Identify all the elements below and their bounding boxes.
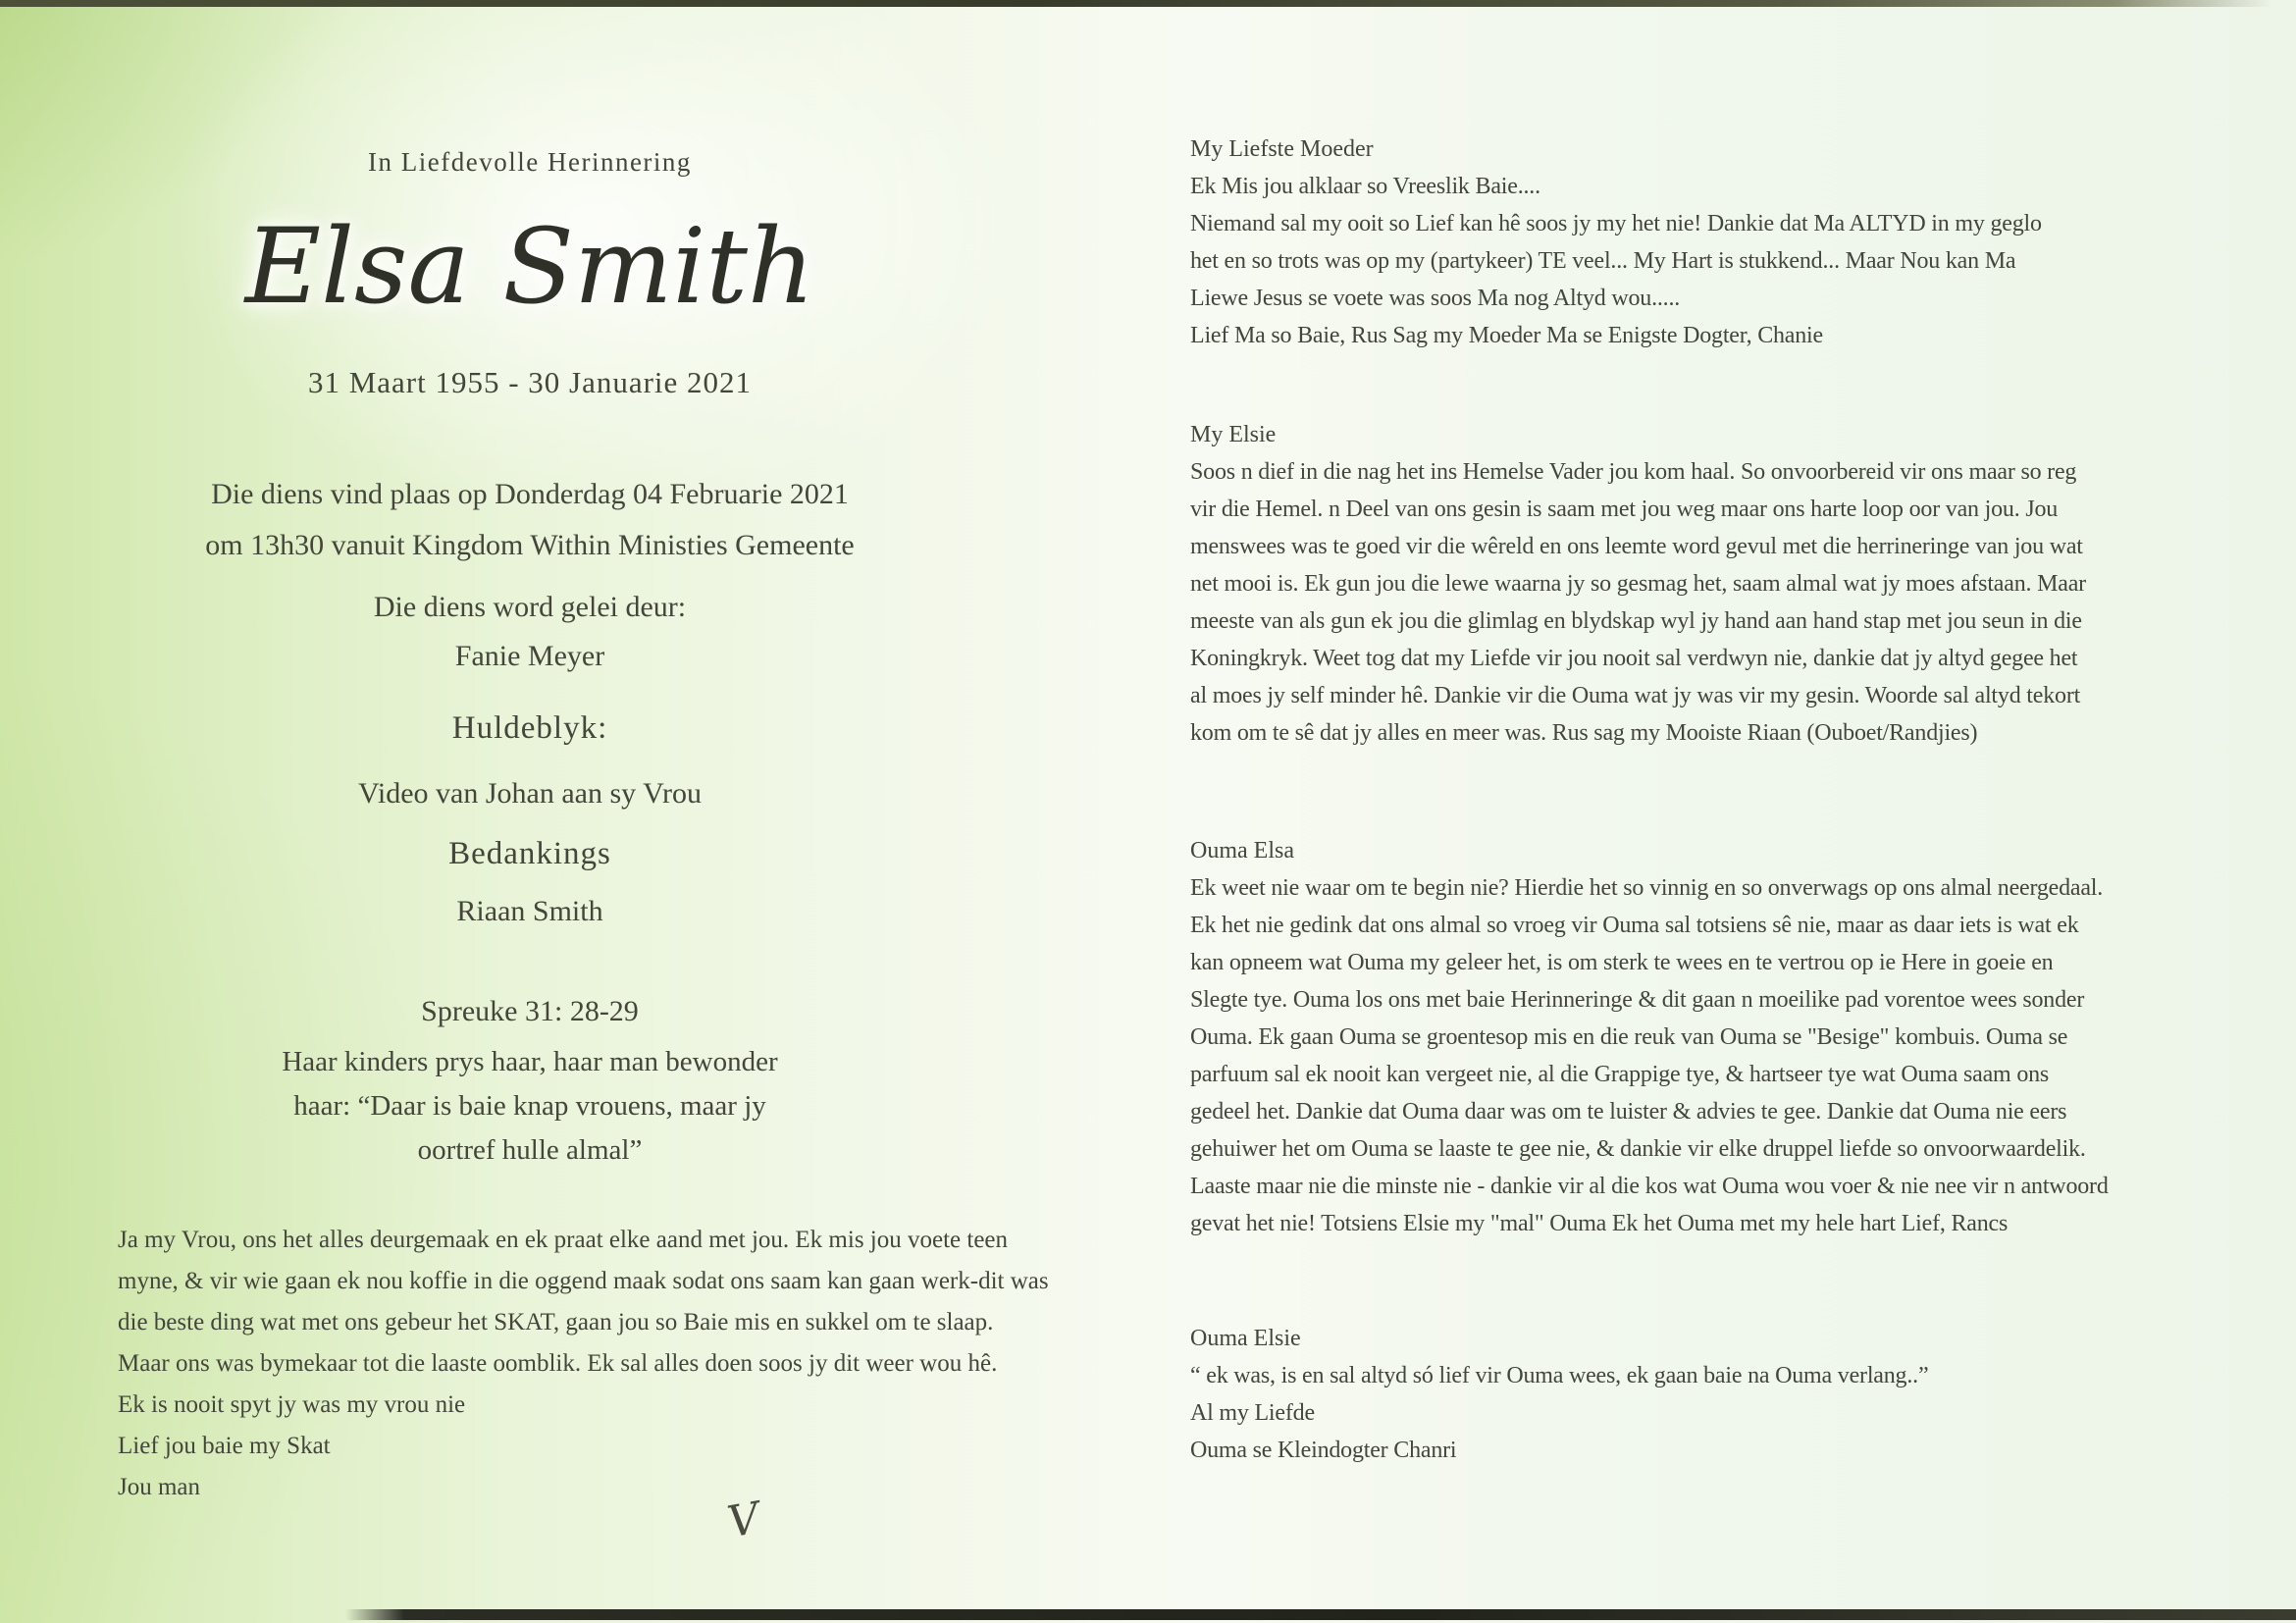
tribute-heading: My Liefste Moeder [1190,136,1374,162]
tribute-section-ouma-elsa [1190,832,2289,1242]
tribute-section-elsie [1190,416,2289,752]
tribute-section-moeder [1190,131,2289,354]
service-leader-label: Die diens word gelei deur: [373,591,687,623]
tribute-body: Ek Mis jou alklaar so Vreeslik Baie.... Niemand sal my ooit so Lief kan hê soos jy my het nie! Dankie dat Ma ALTYD in my geglo het en so trots was op my (partykeer) TE veel... My Hart is stukkend... Maar Nou kan Ma Liewe Jesus se voete was soos Ma nog Altyd wou..... Lief Ma so Baie, Rus Sag my Moeder Ma se Enigste Dogter, Chanie [1190,174,2042,348]
service-details: Die diens vind plaas op Donderdag 04 Februarie 2021 om 13h30 vanuit Kingdom Within Ministies Gemeente [205,478,855,561]
tribute-heading: Ouma Elsa [1190,838,1294,864]
tribute-label: Huldeblyk: [451,710,608,746]
scripture-quote: Haar kinders prys haar, haar man bewonder haar: “Daar is baie knap vrouens, maar jy oortref hulle almal” [282,1046,778,1166]
tribute-value: Video van Johan aan sy Vrou [358,777,702,810]
tribute-body: Ek weet nie waar om te begin nie? Hierdie het so vinnig en so onverwags op ons almal neergedaal. Ek het nie gedink dat ons almal so vroeg vir Ouma sal totsiens sê nie, maar as daar iets is wat ek kan opneem wat Ouma my geleer het, is om sterk te wees en te vertrou op ie Here in goeie en Slegte tye. Ouma los ons met baie Herinneringe & dit gaan n moeilike pad vorentoe wees sonder Ouma. Ek gaan Ouma se groentesop mis en die reuk van Ouma se "Besige" kombuis. Ouma se parfuum sal ek nooit kan vergeet nie, al die Grappige tye, & hartseer tye wat Ouma saam ons gedeel het. Dankie dat Ouma daar was om te luister & advies te gee. Dankie dat Ouma nie eers gehuiwer het om Ouma se laaste te gee nie, & dankie vir elke druppel liefde so onvoorwaardelik. Laaste maar nie die minste nie - dankie vir al die kos wat Ouma wou voer & nie nee vir n antwoord gevat het nie! Totsiens Elsie my "mal" Ouma Ek het Ouma met my hele hart Lief, Rancs [1190,875,2109,1236]
handwritten-mark: V [723,1492,763,1548]
scan-edge-bottom [345,1609,2296,1620]
husband-message: Ja my Vrou, ons het alles deurgemaak en ek praat elke aand met jou. Ek mis jou voete teen myne, & vir wie gaan ek nou koffie in die oggend maak sodat ons saam kan gaan werk-dit was die beste ding wat met ons gebeur het SKAT, gaan jou so Baie mis en sukkel om te slaap. Maar ons was bymekaar tot die laaste oomblik. Ek sal alles doen soos jy dit weer wou hê. Ek is nooit spyt jy was my vrou nie Lief jou baie my Skat Jou man [118,1227,1049,1500]
tribute-body: Soos n dief in die nag het ins Hemelse Vader jou kom haal. So onvoorbereid vir ons maar so reg vir die Hemel. n Deel van ons gesin is saam met jou weg maar ons harte loop oor van jou. Jou menswees was te goed vir die wêreld en ons leemte word gevul met die herrineringe van jou wat net mooi is. Ek gun jou die lewe waarna jy so gesmag het, saam almal wat jy moes afstaan. Maar meeste van als gun ek jou die glimlag en blydskap wyl jy hand aan hand stap met jou seun in die Koningkryk. Weet tog dat my Liefde vir jou nooit sal verdwyn nie, dankie dat jy altyd gegee het al moes jy self minder hê. Dankie vir die Ouma wat jy was vir my gesin. Woorde sal altyd tekort kom om te sê dat jy alles en meer was. Rus sag my Mooiste Riaan (Ouboet/Randjies) [1190,459,2086,746]
thanks-label: Bedankings [448,836,611,871]
thanks-name: Riaan Smith [456,895,603,927]
tribute-section-ouma-elsie [1190,1320,2289,1469]
tribute-body: “ ek was, is en sal altyd só lief vir Ouma wees, ek gaan baie na Ouma verlang..” Al my Liefde Ouma se Kleindogter Chanri [1190,1363,1929,1463]
scripture-reference: Spreuke 31: 28-29 [421,995,639,1027]
life-dates: 31 Maart 1955 - 30 Januarie 2021 [307,365,753,399]
scan-edge-top [0,0,2296,7]
memorial-header: In Liefdevolle Herinnering [368,147,692,177]
deceased-name: Elsa Smith [244,206,815,327]
tribute-heading: Ouma Elsie [1190,1326,1301,1351]
service-leader-name: Fanie Meyer [454,640,605,672]
tribute-heading: My Elsie [1190,422,1277,447]
